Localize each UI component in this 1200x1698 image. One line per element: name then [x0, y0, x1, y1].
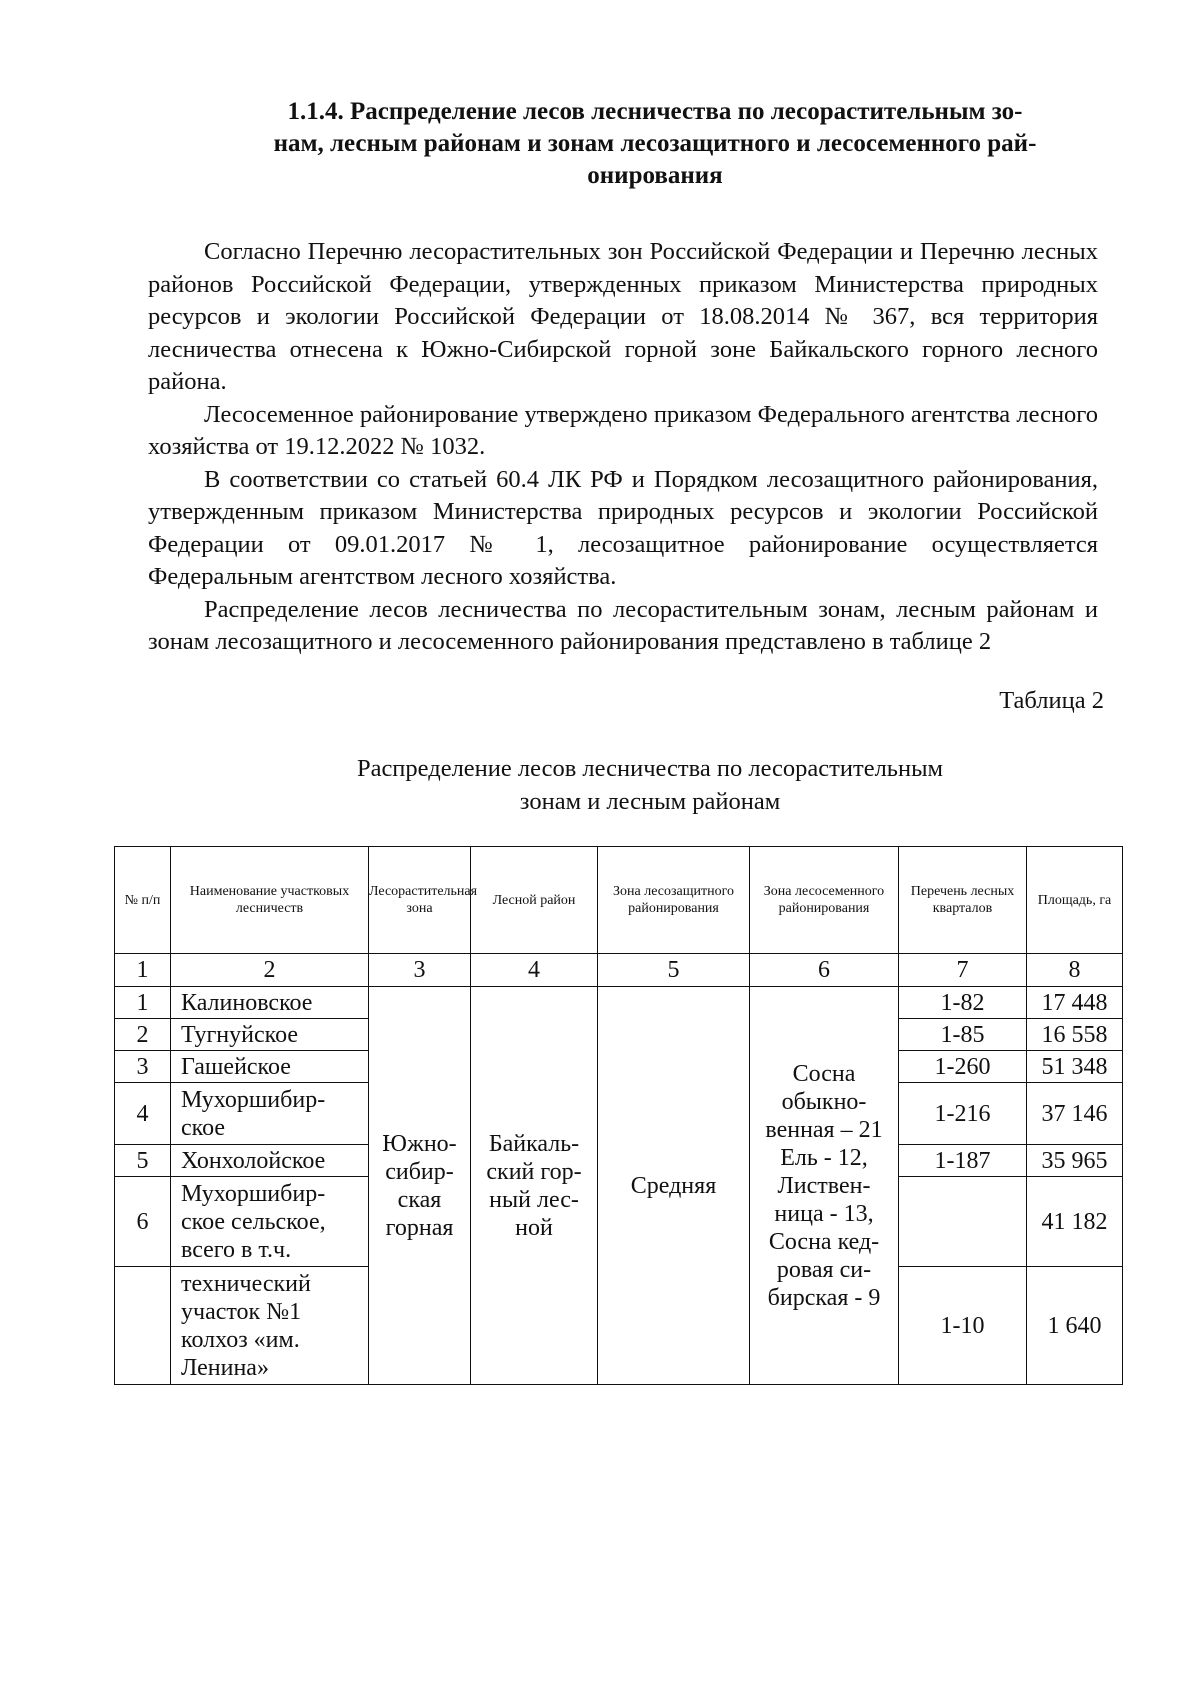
- header-seed: Зона лесосеменного районирования: [750, 847, 899, 954]
- heading-line: нам, лесным районам и зонам лесозащитного и лесосеменного рай-: [273, 130, 1037, 157]
- body-text: [148, 236, 1098, 659]
- header-area: Площадь, га: [1027, 847, 1123, 954]
- merged-seed: Сосна обыкно- венная – 21 Ель - 12, Листвен- ница - 13, Сосна кед- ровая си- бирская - 9: [750, 987, 899, 1385]
- row-name: Гашейское: [171, 1051, 369, 1083]
- column-number: 4: [471, 954, 598, 987]
- row-name: Хонхолойское: [171, 1145, 369, 1177]
- distribution-table: [114, 846, 1123, 1385]
- row-area: 51 348: [1027, 1051, 1123, 1083]
- row-name: Мухоршибир- ское сельское, всего в т.ч.: [171, 1177, 369, 1267]
- table-row: [115, 987, 1123, 1019]
- row-area: 35 965: [1027, 1145, 1123, 1177]
- row-quarters: 1-10: [899, 1267, 1027, 1385]
- table-title-line: зонам и лесным районам: [519, 788, 781, 815]
- row-quarters: 1-260: [899, 1051, 1027, 1083]
- header-row: [115, 847, 1123, 954]
- table-title-line: Распределение лесов лесничества по лесорастительным: [356, 755, 944, 782]
- row-num: 6: [115, 1177, 171, 1267]
- header-quarters: Перечень лесных кварталов: [899, 847, 1027, 954]
- merged-protect: Средняя: [598, 987, 750, 1385]
- heading-line: 1.1.4. Распределение лесов лесничества по лесорастительным зо-: [287, 98, 1023, 125]
- header-protect: Зона лесозащитного районирования: [598, 847, 750, 954]
- column-number: 6: [750, 954, 899, 987]
- row-name: Мухоршибир- ское: [171, 1083, 369, 1145]
- column-number: 8: [1027, 954, 1123, 987]
- merged-district: Байкаль- ский гор- ный лес- ной: [471, 987, 598, 1385]
- row-quarters: 1-216: [899, 1083, 1027, 1145]
- column-number: 7: [899, 954, 1027, 987]
- row-num: 4: [115, 1083, 171, 1145]
- header-zone: Лесорастительная зона: [369, 847, 471, 954]
- row-name: Тугнуйское: [171, 1019, 369, 1051]
- column-number: 2: [171, 954, 369, 987]
- row-num: 2: [115, 1019, 171, 1051]
- row-num: 1: [115, 987, 171, 1019]
- paragraph: Лесосеменное районирование утверждено приказом Федерального агентства лесного хозяйства от 19.12.2022 № 1032.: [148, 400, 1098, 460]
- header-name: Наименование участковых лесничеств: [171, 847, 369, 954]
- row-num: 5: [115, 1145, 171, 1177]
- heading-line: онирования: [587, 162, 723, 189]
- paragraph: Распределение лесов лесничества по лесорастительным зонам, лесным районам и зонам лесозащитного и лесосеменного районирования представлено в таблице 2: [148, 595, 1098, 655]
- row-quarters: 1-82: [899, 987, 1027, 1019]
- row-area: 1 640: [1027, 1267, 1123, 1385]
- column-number: 3: [369, 954, 471, 987]
- header-num: № п/п: [115, 847, 171, 954]
- row-area: 16 558: [1027, 1019, 1123, 1051]
- column-number: 1: [115, 954, 171, 987]
- column-number: 5: [598, 954, 750, 987]
- column-number-row: [115, 954, 1123, 987]
- merged-zone: Южно- сибир- ская горная: [369, 987, 471, 1385]
- row-area: 17 448: [1027, 987, 1123, 1019]
- table-label: Таблица 2: [999, 687, 1104, 714]
- row-name: технический участок №1 колхоз «им. Ленина»: [171, 1267, 369, 1385]
- row-area: 41 182: [1027, 1177, 1123, 1267]
- row-num: 3: [115, 1051, 171, 1083]
- row-quarters: 1-187: [899, 1145, 1027, 1177]
- paragraph: Согласно Перечню лесорастительных зон Российской Федерации и Перечню лесных районов Российской Федерации, утвержденных приказом Министерства природных ресурсов и экологии Российской Федерации от 18.08.2014 № 367, вся территория лесничества отнесена к Южно-Сибирской горной зоне Байкальского горного лесного района.: [148, 238, 1098, 395]
- paragraph: В соответствии со статьей 60.4 ЛК РФ и Порядком лесозащитного районирования, утвержденным приказом Министерства природных ресурсов и экологии Российской Федерации от 09.01.2017 № 1, лесозащитное районирование осуществляется Федеральным агентством лесного хозяйства.: [148, 465, 1098, 590]
- row-name: Калиновское: [171, 987, 369, 1019]
- section-heading: [210, 96, 1100, 192]
- row-quarters: 1-85: [899, 1019, 1027, 1051]
- row-area: 37 146: [1027, 1083, 1123, 1145]
- row-num: [115, 1267, 171, 1385]
- header-district: Лесной район: [471, 847, 598, 954]
- row-quarters: [899, 1177, 1027, 1267]
- table-title: [290, 752, 1010, 818]
